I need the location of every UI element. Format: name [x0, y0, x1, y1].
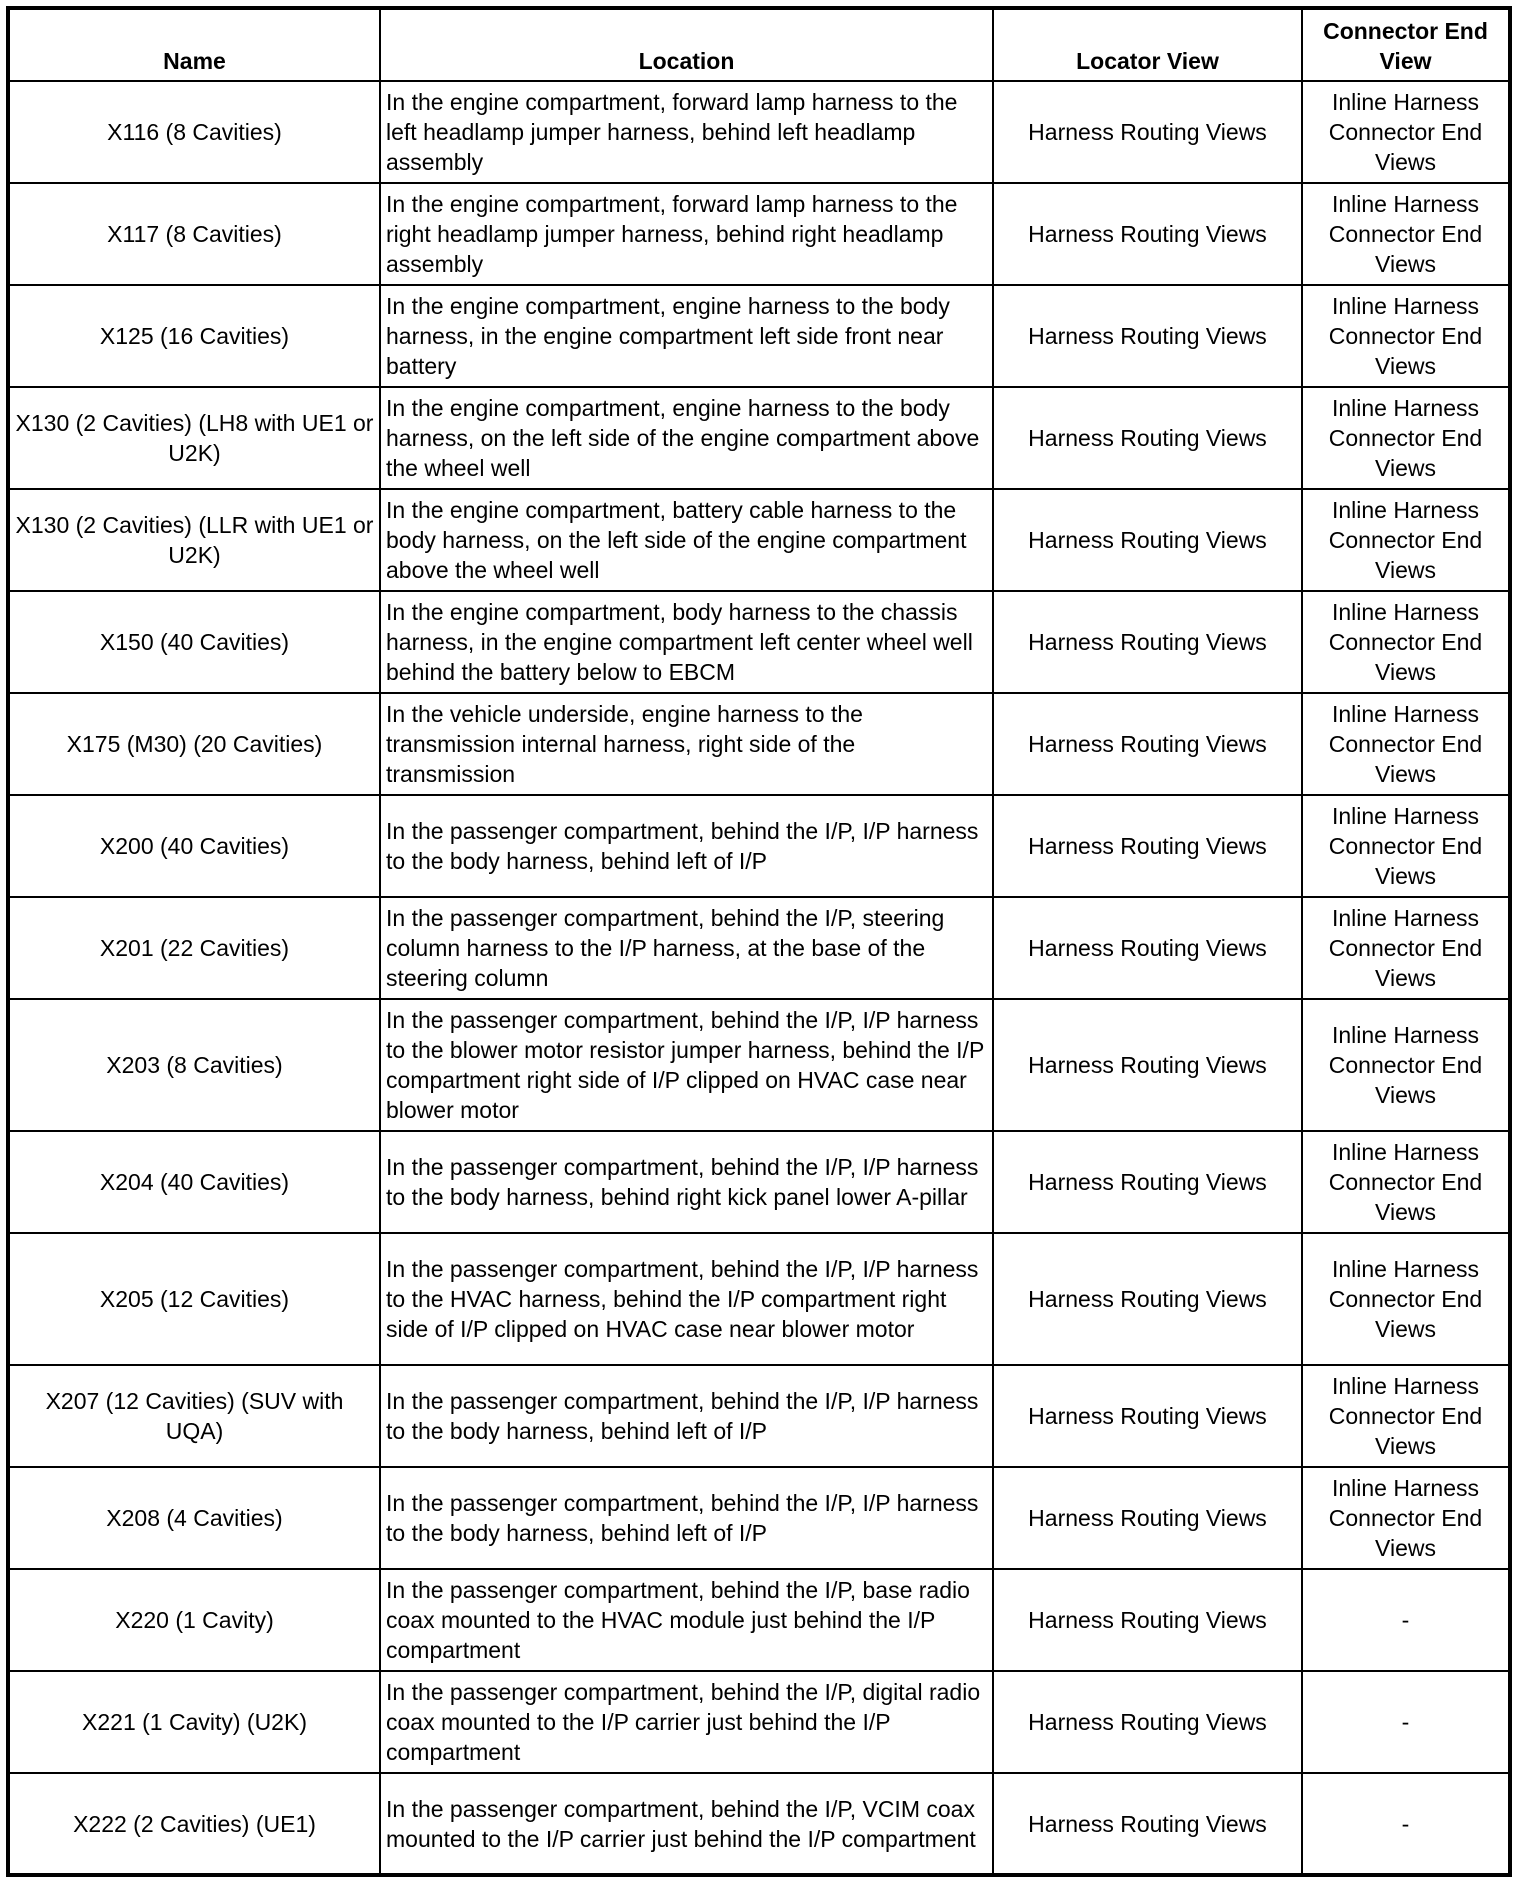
- location-cell: In the engine compartment, battery cable harness to the body harness, on the left side of the engine compartment above the wheel well: [380, 489, 993, 591]
- connector-end-view-link: -: [1302, 1569, 1510, 1671]
- connector-end-view-link: Inline Harness Connector End Views: [1302, 591, 1510, 693]
- table-row: [8, 897, 1510, 999]
- location-cell: In the passenger compartment, behind the I/P, steering column harness to the I/P harness, at the base of the steering column: [380, 897, 993, 999]
- table-row: [8, 285, 1510, 387]
- connector-end-view-link: Inline Harness Connector End Views: [1302, 999, 1510, 1131]
- locator-view-link: Harness Routing Views: [993, 1671, 1302, 1773]
- table-row: [8, 1773, 1510, 1875]
- table-row: [8, 81, 1510, 183]
- connector-end-view-link: Inline Harness Connector End Views: [1302, 1365, 1510, 1467]
- location-cell: In the engine compartment, forward lamp harness to the right headlamp jumper harness, behind right headlamp assembly: [380, 183, 993, 285]
- table-row: [8, 489, 1510, 591]
- connector-table: [6, 6, 1512, 1877]
- locator-view-link: Harness Routing Views: [993, 1365, 1302, 1467]
- locator-view-link: Harness Routing Views: [993, 489, 1302, 591]
- connector-end-view-link: Inline Harness Connector End Views: [1302, 489, 1510, 591]
- connector-end-view-link: Inline Harness Connector End Views: [1302, 693, 1510, 795]
- location-cell: In the engine compartment, forward lamp harness to the left headlamp jumper harness, behind left headlamp assembly: [380, 81, 993, 183]
- locator-view-link: Harness Routing Views: [993, 1233, 1302, 1365]
- location-cell: In the engine compartment, engine harness to the body harness, in the engine compartment left side front near battery: [380, 285, 993, 387]
- table-row: [8, 1671, 1510, 1773]
- connector-name-cell: X116 (8 Cavities): [8, 81, 380, 183]
- connector-name-cell: X200 (40 Cavities): [8, 795, 380, 897]
- locator-view-link: Harness Routing Views: [993, 387, 1302, 489]
- locator-view-link: Harness Routing Views: [993, 795, 1302, 897]
- locator-view-link: Harness Routing Views: [993, 81, 1302, 183]
- header-connector-end-view: Connector End View: [1302, 8, 1510, 81]
- connector-end-view-link: Inline Harness Connector End Views: [1302, 1233, 1510, 1365]
- connector-name-cell: X130 (2 Cavities) (LLR with UE1 or U2K): [8, 489, 380, 591]
- connector-name-cell: X150 (40 Cavities): [8, 591, 380, 693]
- location-cell: In the passenger compartment, behind the I/P, I/P harness to the body harness, behind right kick panel lower A-pillar: [380, 1131, 993, 1233]
- locator-view-link: Harness Routing Views: [993, 591, 1302, 693]
- connector-name-cell: X125 (16 Cavities): [8, 285, 380, 387]
- header-locator-view: Locator View: [993, 8, 1302, 81]
- connector-end-view-link: Inline Harness Connector End Views: [1302, 897, 1510, 999]
- connector-end-view-link: -: [1302, 1773, 1510, 1875]
- connector-end-view-link: Inline Harness Connector End Views: [1302, 387, 1510, 489]
- table-row: [8, 693, 1510, 795]
- location-cell: In the passenger compartment, behind the I/P, I/P harness to the blower motor resistor jumper harness, behind the I/P compartment right side of I/P clipped on HVAC case near blower motor: [380, 999, 993, 1131]
- connector-name-cell: X205 (12 Cavities): [8, 1233, 380, 1365]
- table-row: [8, 1467, 1510, 1569]
- location-cell: In the engine compartment, body harness to the chassis harness, in the engine compartment left center wheel well behind the battery below to EBCM: [380, 591, 993, 693]
- locator-view-link: Harness Routing Views: [993, 285, 1302, 387]
- connector-end-view-link: Inline Harness Connector End Views: [1302, 285, 1510, 387]
- connector-end-view-link: Inline Harness Connector End Views: [1302, 795, 1510, 897]
- connector-end-view-link: -: [1302, 1671, 1510, 1773]
- connector-name-cell: X221 (1 Cavity) (U2K): [8, 1671, 380, 1773]
- connector-name-cell: X208 (4 Cavities): [8, 1467, 380, 1569]
- connector-end-view-link: Inline Harness Connector End Views: [1302, 183, 1510, 285]
- location-cell: In the passenger compartment, behind the I/P, VCIM coax mounted to the I/P carrier just behind the I/P compartment: [380, 1773, 993, 1875]
- locator-view-link: Harness Routing Views: [993, 999, 1302, 1131]
- table-row: [8, 387, 1510, 489]
- locator-view-link: Harness Routing Views: [993, 183, 1302, 285]
- table-row: [8, 1233, 1510, 1365]
- connector-name-cell: X204 (40 Cavities): [8, 1131, 380, 1233]
- location-cell: In the passenger compartment, behind the I/P, I/P harness to the body harness, behind left of I/P: [380, 1365, 993, 1467]
- locator-view-link: Harness Routing Views: [993, 1569, 1302, 1671]
- table-row: [8, 999, 1510, 1131]
- locator-view-link: Harness Routing Views: [993, 1467, 1302, 1569]
- location-cell: In the vehicle underside, engine harness to the transmission internal harness, right side of the transmission: [380, 693, 993, 795]
- locator-view-link: Harness Routing Views: [993, 897, 1302, 999]
- location-cell: In the passenger compartment, behind the I/P, I/P harness to the body harness, behind left of I/P: [380, 1467, 993, 1569]
- location-cell: In the engine compartment, engine harness to the body harness, on the left side of the engine compartment above the wheel well: [380, 387, 993, 489]
- connector-name-cell: X201 (22 Cavities): [8, 897, 380, 999]
- table-row: [8, 183, 1510, 285]
- locator-view-link: Harness Routing Views: [993, 693, 1302, 795]
- location-cell: In the passenger compartment, behind the I/P, digital radio coax mounted to the I/P carrier just behind the I/P compartment: [380, 1671, 993, 1773]
- connector-name-cell: X117 (8 Cavities): [8, 183, 380, 285]
- table-row: [8, 795, 1510, 897]
- table-row: [8, 1365, 1510, 1467]
- connector-end-view-link: Inline Harness Connector End Views: [1302, 1131, 1510, 1233]
- connector-name-cell: X220 (1 Cavity): [8, 1569, 380, 1671]
- connector-name-cell: X175 (M30) (20 Cavities): [8, 693, 380, 795]
- location-cell: In the passenger compartment, behind the I/P, I/P harness to the HVAC harness, behind the I/P compartment right side of I/P clipped on HVAC case near blower motor: [380, 1233, 993, 1365]
- location-cell: In the passenger compartment, behind the I/P, base radio coax mounted to the HVAC module just behind the I/P compartment: [380, 1569, 993, 1671]
- connector-name-cell: X130 (2 Cavities) (LH8 with UE1 or U2K): [8, 387, 380, 489]
- connector-name-cell: X222 (2 Cavities) (UE1): [8, 1773, 380, 1875]
- connector-end-view-link: Inline Harness Connector End Views: [1302, 81, 1510, 183]
- locator-view-link: Harness Routing Views: [993, 1773, 1302, 1875]
- header-row: [8, 8, 1510, 81]
- connector-name-cell: X207 (12 Cavities) (SUV with UQA): [8, 1365, 380, 1467]
- location-cell: In the passenger compartment, behind the I/P, I/P harness to the body harness, behind left of I/P: [380, 795, 993, 897]
- table-row: [8, 1131, 1510, 1233]
- connector-end-view-link: Inline Harness Connector End Views: [1302, 1467, 1510, 1569]
- connector-name-cell: X203 (8 Cavities): [8, 999, 380, 1131]
- table-row: [8, 1569, 1510, 1671]
- header-name: Name: [8, 8, 380, 81]
- locator-view-link: Harness Routing Views: [993, 1131, 1302, 1233]
- table-row: [8, 591, 1510, 693]
- header-location: Location: [380, 8, 993, 81]
